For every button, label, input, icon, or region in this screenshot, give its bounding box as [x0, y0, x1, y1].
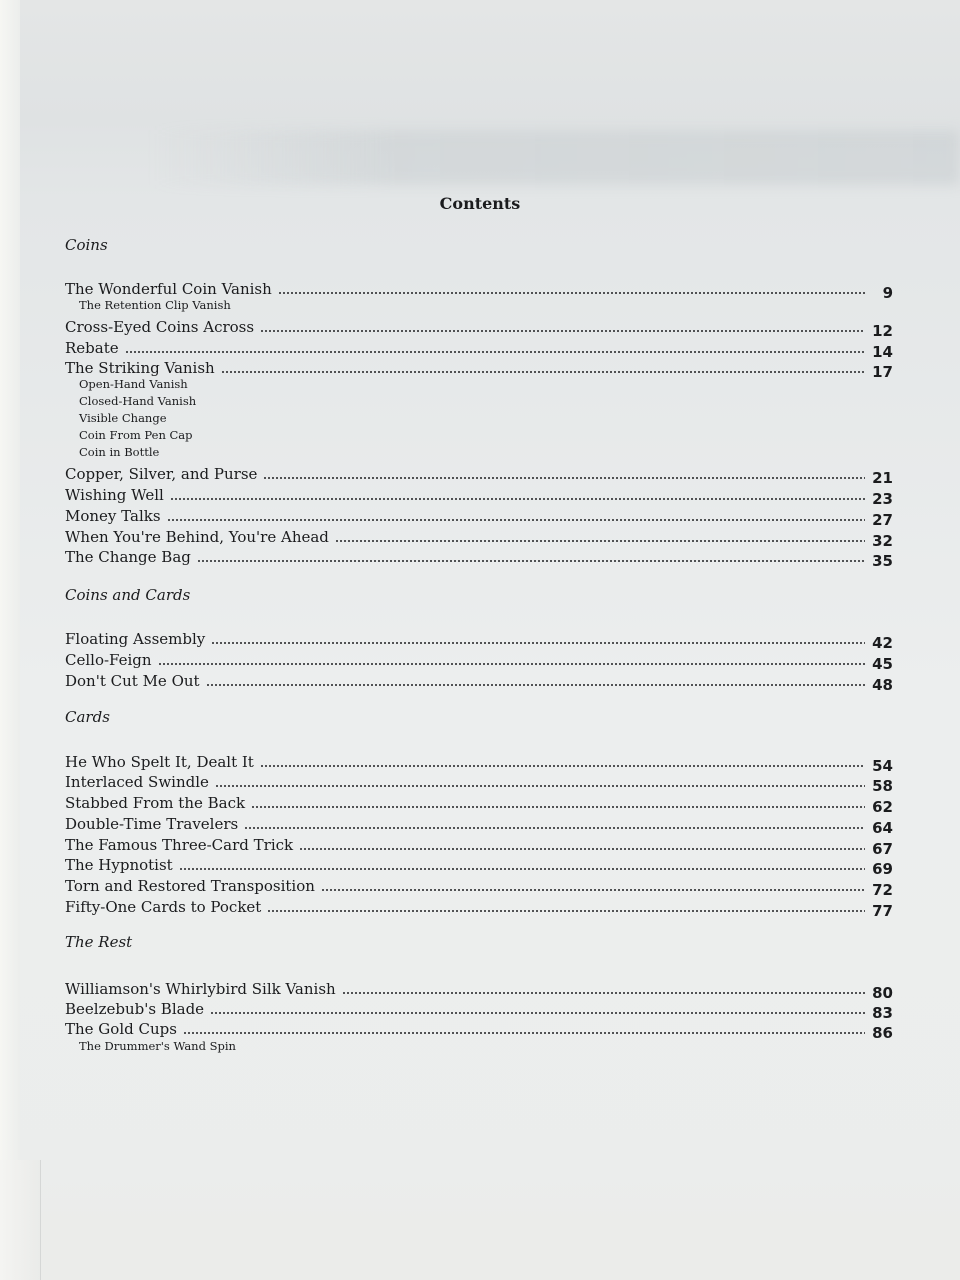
toc-entry[interactable]: [65, 339, 893, 361]
entry-page-number: 77: [872, 902, 893, 920]
dot-leader: [210, 1012, 865, 1014]
entry-page-number: 64: [872, 819, 893, 837]
toc-subentry: Coin in Bottle: [79, 445, 160, 459]
dot-leader: [342, 992, 865, 994]
toc-entry[interactable]: [65, 773, 893, 795]
entry-page-number: 12: [872, 322, 893, 340]
section-heading-the-rest: The Rest: [65, 933, 133, 951]
toc-subentry: Closed-Hand Vanish: [79, 394, 197, 408]
toc-entry[interactable]: [65, 1020, 893, 1042]
section-heading-coins-and-cards: Coins and Cards: [65, 586, 191, 604]
toc-subentry: The Drummer's Wand Spin: [79, 1039, 236, 1053]
entry-page-number: 9: [882, 284, 893, 302]
entry-title: The Gold Cups: [65, 1020, 177, 1038]
entry-page-number: 58: [872, 777, 893, 795]
toc-subentry: Visible Change: [79, 411, 167, 425]
entry-page-number: 23: [872, 490, 893, 508]
toc-entry[interactable]: [65, 980, 893, 1002]
entry-page-number: 69: [872, 860, 893, 878]
toc-entry[interactable]: [65, 794, 893, 816]
toc-entry[interactable]: [65, 651, 893, 673]
entry-title: Cross-Eyed Coins Across: [65, 318, 255, 336]
page-bottom-edge: [0, 1165, 960, 1280]
toc-subentry: Open-Hand Vanish: [79, 377, 188, 391]
entry-title: When You're Behind, You're Ahead: [65, 528, 329, 546]
entry-title: Rebate: [65, 339, 119, 357]
dot-leader: [335, 540, 865, 542]
page-shadow: [150, 130, 960, 185]
entry-title: Torn and Restored Transposition: [65, 877, 315, 895]
section-heading-cards: Cards: [65, 708, 110, 726]
toc-entry[interactable]: [65, 528, 893, 550]
dot-leader: [211, 642, 865, 644]
dot-leader: [170, 498, 865, 500]
entry-page-number: 45: [872, 655, 893, 673]
entry-title: Cello-Feign: [65, 651, 152, 669]
toc-entry[interactable]: [65, 318, 893, 340]
dot-leader: [197, 560, 865, 562]
entry-title: Floating Assembly: [65, 630, 206, 648]
entry-title: Interlaced Swindle: [65, 773, 209, 791]
entry-page-number: 80: [872, 984, 893, 1002]
entry-page-number: 62: [872, 798, 893, 816]
entry-page-number: 86: [872, 1024, 893, 1042]
toc-entry[interactable]: [65, 856, 893, 878]
toc-entry[interactable]: [65, 465, 893, 487]
toc-entry[interactable]: [65, 630, 893, 652]
entry-page-number: 42: [872, 634, 893, 652]
dot-leader: [179, 868, 865, 870]
dot-leader: [260, 330, 865, 332]
toc-entry[interactable]: [65, 672, 893, 694]
dot-leader: [321, 889, 865, 891]
entry-page-number: 27: [872, 511, 893, 529]
dot-leader: [183, 1032, 865, 1034]
page-title: Contents: [439, 194, 521, 213]
toc-entry[interactable]: [65, 280, 893, 302]
entry-title: Fifty-One Cards to Pocket: [65, 898, 262, 916]
toc-entry[interactable]: [65, 548, 893, 570]
toc-entry[interactable]: [65, 359, 893, 381]
toc-entry[interactable]: [65, 898, 893, 920]
section-heading-coins: Coins: [65, 236, 108, 254]
dot-leader: [278, 292, 865, 294]
entry-title: The Famous Three-Card Trick: [65, 836, 294, 854]
page-gutter: [0, 0, 20, 1280]
dot-leader: [206, 684, 865, 686]
entry-title: Stabbed From the Back: [65, 794, 246, 812]
toc-entry[interactable]: [65, 1000, 893, 1022]
entry-title: Williamson's Whirlybird Silk Vanish: [65, 980, 336, 998]
entry-page-number: 67: [872, 840, 893, 858]
toc-subentry: Coin From Pen Cap: [79, 428, 193, 442]
dot-leader: [215, 785, 865, 787]
entry-page-number: 35: [872, 552, 893, 570]
dot-leader: [299, 848, 865, 850]
entry-page-number: 48: [872, 676, 893, 694]
entry-title: Wishing Well: [65, 486, 164, 504]
dot-leader: [260, 765, 865, 767]
toc-entry[interactable]: [65, 507, 893, 529]
entry-title: Double-Time Travelers: [65, 815, 239, 833]
dot-leader: [244, 827, 865, 829]
entry-title: The Change Bag: [65, 548, 191, 566]
page-corner: [0, 1160, 41, 1280]
toc-subentry: The Retention Clip Vanish: [79, 298, 231, 312]
entry-page-number: 21: [872, 469, 893, 487]
entry-page-number: 54: [872, 757, 893, 775]
toc-entry[interactable]: [65, 486, 893, 508]
entry-title: Beelzebub's Blade: [65, 1000, 205, 1018]
toc-entry[interactable]: [65, 815, 893, 837]
entry-title: Copper, Silver, and Purse: [65, 465, 258, 483]
entry-title: Don't Cut Me Out: [65, 672, 200, 690]
toc-entry[interactable]: [65, 877, 893, 899]
dot-leader: [125, 351, 865, 353]
dot-leader: [267, 910, 865, 912]
entry-title: Money Talks: [65, 507, 161, 525]
entry-page-number: 83: [872, 1004, 893, 1022]
entry-page-number: 72: [872, 881, 893, 899]
entry-title: The Hypnotist: [65, 856, 173, 874]
entry-page-number: 17: [872, 363, 893, 381]
dot-leader: [158, 663, 865, 665]
dot-leader: [251, 806, 865, 808]
entry-page-number: 32: [872, 532, 893, 550]
entry-title: The Striking Vanish: [65, 359, 215, 377]
toc-entry[interactable]: [65, 753, 893, 775]
entry-title: He Who Spelt It, Dealt It: [65, 753, 254, 771]
dot-leader: [263, 477, 865, 479]
dot-leader: [167, 519, 865, 521]
dot-leader: [221, 371, 865, 373]
entry-page-number: 14: [872, 343, 893, 361]
entry-title: The Wonderful Coin Vanish: [65, 280, 272, 298]
toc-entry[interactable]: [65, 836, 893, 858]
